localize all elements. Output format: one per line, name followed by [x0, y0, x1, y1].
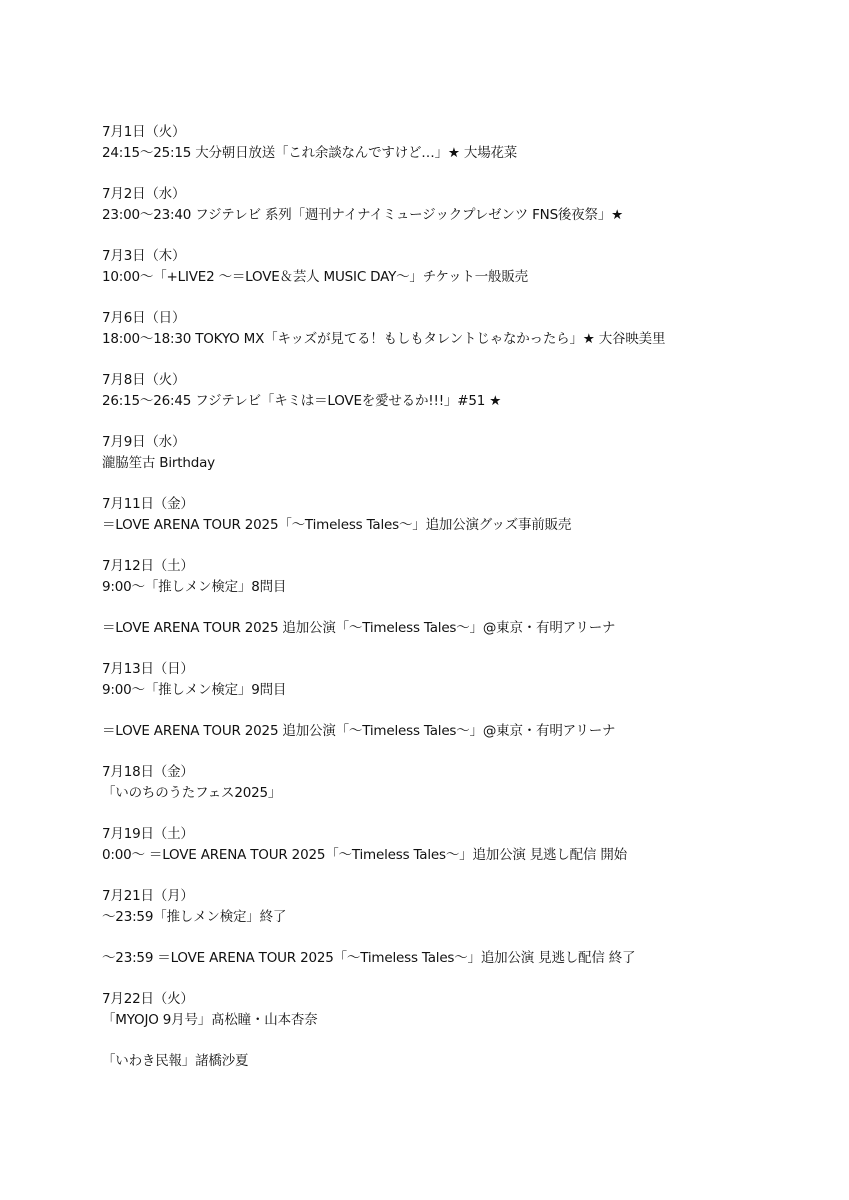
entry [102, 721, 822, 742]
entry [102, 370, 822, 412]
entry [102, 432, 822, 474]
entry-date: 7月19日（土） [102, 826, 194, 842]
entry-line: 0:00〜 ＝LOVE ARENA TOUR 2025「〜Timeless Tales〜」追加公演 見逃し配信 開始 [102, 847, 627, 863]
entry [102, 556, 822, 598]
entry-date: 7月6日（日） [102, 310, 186, 326]
entry [102, 618, 822, 639]
entry [102, 762, 822, 804]
entry-line: 9:00〜「推しメン検定」9問目 [102, 682, 287, 698]
entry-line: 瀧脇笙古 Birthday [102, 455, 215, 471]
entry-line: 〜23:59 ＝LOVE ARENA TOUR 2025「〜Timeless Tales〜」追加公演 見逃し配信 終了 [102, 950, 636, 966]
entry-line: 10:00〜「+LIVE2 〜＝LOVE＆芸人 MUSIC DAY〜」チケット一般販売 [102, 269, 528, 285]
entry [102, 494, 822, 536]
entry [102, 184, 822, 226]
entry-line: 〜23:59「推しメン検定」終了 [102, 909, 287, 925]
schedule-document [102, 122, 822, 1092]
entry [102, 308, 822, 350]
entry-date: 7月2日（水） [102, 186, 186, 202]
entry-date: 7月13日（日） [102, 661, 194, 677]
entry-line: 「いのちのうたフェス2025」 [102, 785, 282, 801]
entry-line: 「いわき民報」諸橋沙夏 [102, 1053, 249, 1069]
entry [102, 659, 822, 701]
entry-date: 7月1日（火） [102, 124, 186, 140]
entry-line: 18:00〜18:30 TOKYO MX「キッズが見てる！もしもタレントじゃなかったら」★ 大谷映美里 [102, 331, 666, 347]
entry-date: 7月11日（金） [102, 496, 194, 512]
entry-date: 7月3日（木） [102, 248, 186, 264]
entry-line: 24:15〜25:15 大分朝日放送「これ余談なんですけど…」★ 大場花菜 [102, 145, 518, 161]
entry-date: 7月22日（火） [102, 991, 194, 1007]
entry [102, 989, 822, 1031]
entry-date: 7月18日（金） [102, 764, 194, 780]
entry-line: ＝LOVE ARENA TOUR 2025 追加公演「〜Timeless Tales〜」@東京・有明アリーナ [102, 723, 616, 739]
entry [102, 122, 822, 164]
entry-date: 7月12日（土） [102, 558, 194, 574]
entry-date: 7月9日（水） [102, 434, 186, 450]
entry [102, 1051, 822, 1072]
entry [102, 246, 822, 288]
entry-line: 9:00〜「推しメン検定」8問目 [102, 579, 287, 595]
entry-line: 26:15〜26:45 フジテレビ「キミは＝LOVEを愛せるか!!!」#51 ★ [102, 393, 502, 409]
entry [102, 824, 822, 866]
entry-line: 「MYOJO 9月号」髙松瞳・山本杏奈 [102, 1012, 318, 1028]
entry-date: 7月8日（火） [102, 372, 186, 388]
entry [102, 886, 822, 928]
entry-date: 7月21日（月） [102, 888, 194, 904]
entry-line: 23:00〜23:40 フジテレビ 系列「週刊ナイナイミュージックプレゼンツ FNS後夜祭」★ [102, 207, 624, 223]
entry-line: ＝LOVE ARENA TOUR 2025 追加公演「〜Timeless Tales〜」@東京・有明アリーナ [102, 620, 616, 636]
entry-line: ＝LOVE ARENA TOUR 2025「〜Timeless Tales〜」追加公演グッズ事前販売 [102, 517, 572, 533]
entry [102, 948, 822, 969]
